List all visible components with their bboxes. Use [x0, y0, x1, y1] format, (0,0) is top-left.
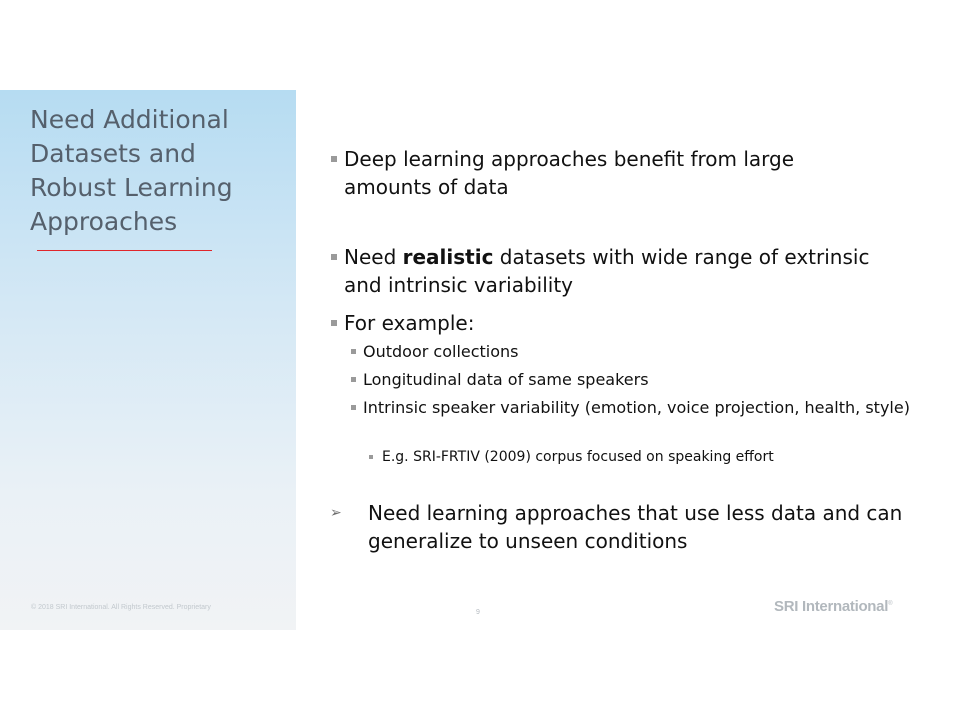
bullet-deep-learning: [344, 145, 884, 201]
bullet-text: E.g. SRI-FRTIV (2009) corpus focused on speaking effort: [382, 449, 774, 465]
bullet-for-example: [344, 309, 884, 337]
page-number: 9: [476, 609, 480, 616]
bullet-square-icon: [351, 349, 356, 354]
bullet-text-before: Need: [344, 245, 403, 269]
bullet-text: Longitudinal data of same speakers: [363, 370, 649, 389]
subbullet-longitudinal: [363, 368, 923, 391]
bullet-square-icon: [331, 320, 337, 326]
bullet-text-bold: realistic: [402, 245, 494, 269]
bullet-text-after: datasets with wide range of extrinsic and intrinsic variability: [344, 245, 870, 297]
conclusion-text: Need learning approaches that use less data and can generalize to unseen conditions: [368, 501, 903, 553]
logo-text: SRI International: [774, 598, 889, 615]
bullet-square-icon: [351, 377, 356, 382]
bullet-text: Intrinsic speaker variability (emotion, voice projection, health, style): [363, 398, 910, 417]
bullet-square-icon: [369, 455, 373, 459]
footer-copyright: © 2018 SRI International. All Rights Reserved. Proprietary: [31, 604, 211, 611]
subbullet-outdoor: [363, 340, 923, 363]
subbullet-intrinsic: [363, 396, 923, 419]
bullet-text: Outdoor collections: [363, 342, 519, 361]
slide-title: Need Additional Datasets and Robust Learning Approaches: [30, 105, 233, 236]
sri-logo: SRI International®: [774, 598, 893, 615]
bullet-square-icon: [331, 254, 337, 260]
subsubbullet-frtiv: [382, 447, 882, 467]
bullet-square-icon: [331, 156, 337, 162]
arrowhead-icon: ➢: [330, 505, 342, 521]
bullet-square-icon: [351, 405, 356, 410]
bullet-text: Deep learning approaches benefit from large amounts of data: [344, 147, 795, 199]
conclusion-bullet: [330, 499, 908, 555]
bullet-text: For example:: [344, 311, 475, 335]
bullet-realistic-datasets: [344, 243, 884, 299]
